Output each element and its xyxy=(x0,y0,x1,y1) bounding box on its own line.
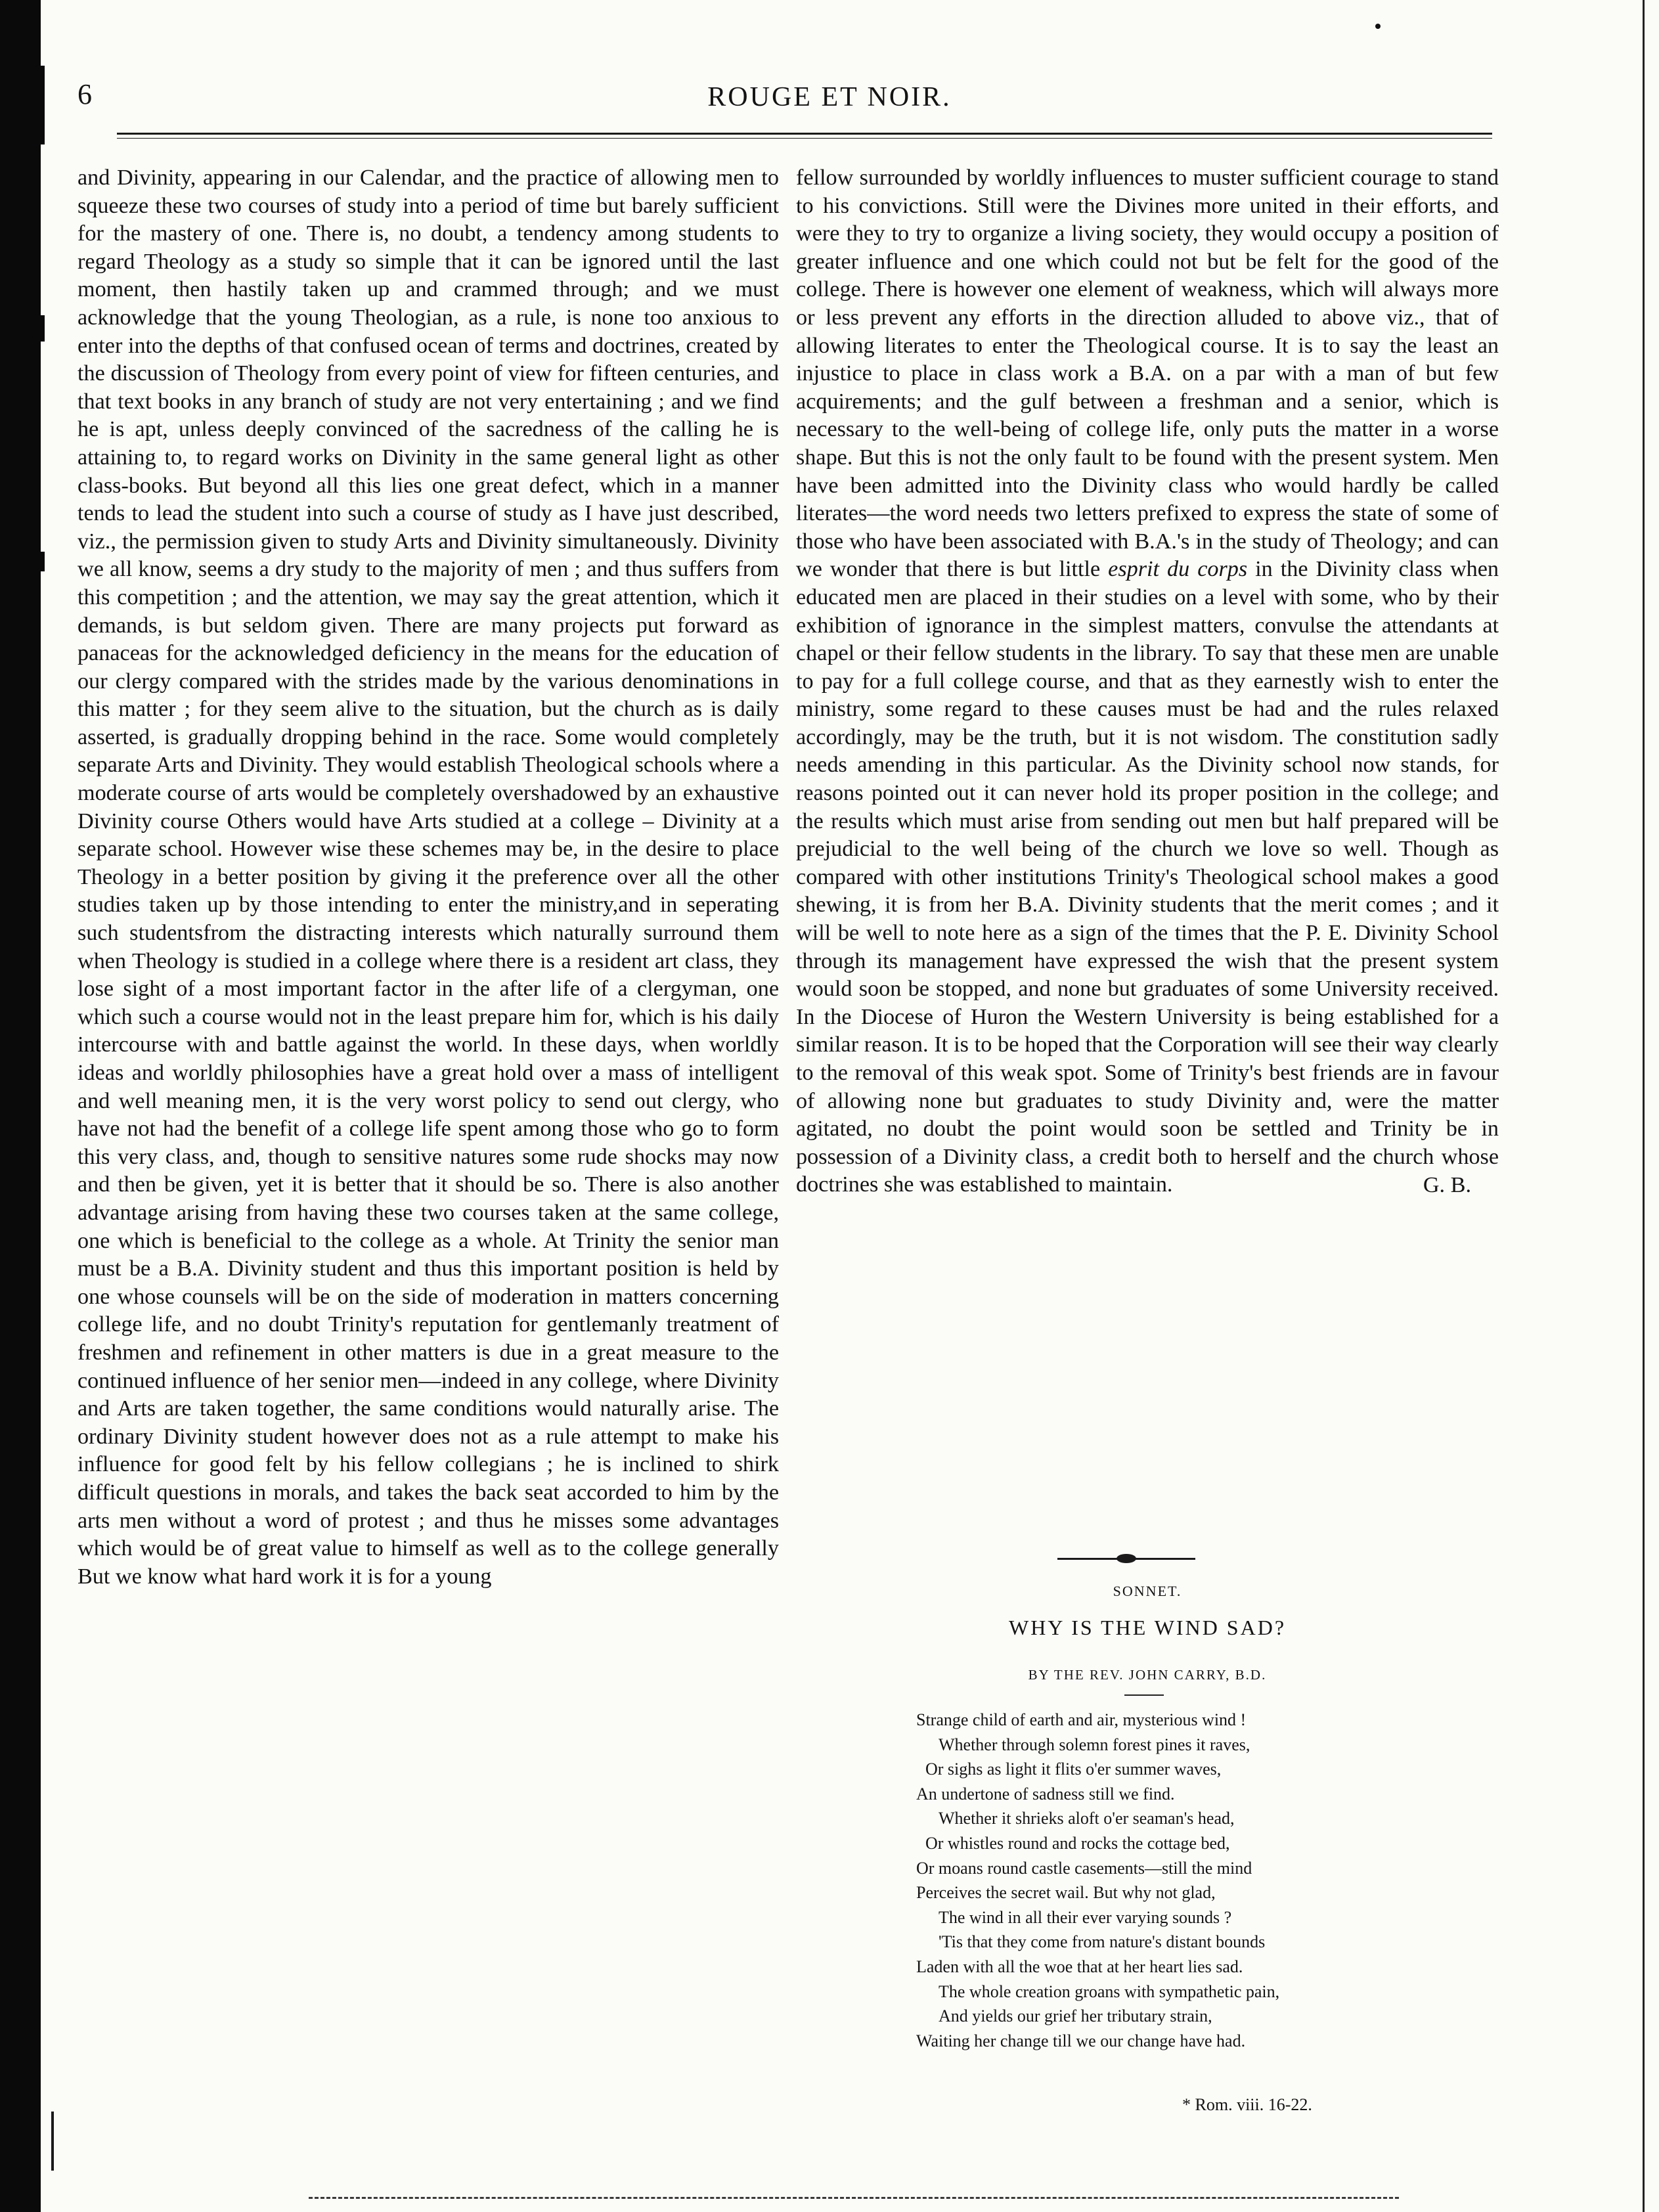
poem-line: The whole creation groans with sympathetic pain, xyxy=(939,1981,1280,2001)
poem-line: Laden with all the woe that at her heart lies sad. xyxy=(916,1957,1243,1976)
poem-body xyxy=(916,1708,1474,2053)
article-left-column xyxy=(77,164,779,1591)
poem-line: An undertone of sadness still we find. xyxy=(916,1784,1175,1803)
scan-speck xyxy=(1375,24,1381,29)
article-right-column xyxy=(796,164,1499,1200)
poem-line: Waiting her change till we our change have had. xyxy=(916,2031,1246,2050)
poem-line: Whether it shrieks aloft o'er seaman's head, xyxy=(939,1809,1235,1828)
bottom-rule xyxy=(309,2197,1399,2199)
scan-edge-mark xyxy=(38,315,45,342)
poem-title: WHY IS THE WIND SAD? xyxy=(1008,1616,1287,1639)
article-text-right-part1: fellow surrounded by worldly influences to muster sufficient courage to stand to his convictions. Still were the Divines more united in their efforts, and were they to try to organize a living society, they would occupy a position of greater influence and one which could not but be felt for the good of the college. There is however one element of weakness, which will always more or less prevent any efforts in the direction alluded to above viz., that of allowing literates to enter the Theological course. It is to say the least an injustice to place in class work a B.A. on a par with a man of but few acquirements; and the gulf between a freshman and a senior, which is necessary to the well-being of college life, only puts the matter in a worse shape. But this is not the only fault to be found with the present system. Men have been admitted into the Divinity class who would hardly be called literates—the word needs two letters prefixed to express the state of some of those who have been associated with B.A.'s in the study of Theology; and can we wonder that there is but little xyxy=(796,166,1499,582)
poem-kicker: SONNET. xyxy=(1113,1583,1182,1599)
poem-footnote: * Rom. viii. 16-22. xyxy=(1182,2095,1312,2114)
page-number: 6 xyxy=(77,78,92,110)
poem-line: Whether through solemn forest pines it raves, xyxy=(939,1735,1250,1754)
article-text-right-part2: in the Divinity class when educated men are placed in their studies on a level with some, who by their exhibition of ignorance in the simplest matters, convulse the attendants at chapel or their fellow students in the library. To say that these men are unable to pay for a full college course, and that as they earnestly wish to enter the ministry, some regard to these causes must be had and the rules relaxed accordingly, may be the truth, but it is not wisdom. The constitution sadly needs amending in this particular. As the Divinity school now stands, for reasons pointed out it can never hold its proper position in the college; and the results which must arise from sending out men but half prepared will be prejudicial to the well being of the church we love so well. Though as compared with other institutions Trinity's Theological school makes a good shewing, it is from her B.A. Divinity students that the merit comes ; and it will be well to note here as a sign of the times that the P. E. Divinity School through its management have expressed the wish that the present system would soon be stopped, and none but graduates of some University received. In the Diocese of Huron the Western University is being established for a similar reason. It is to be hoped that the Corporation will see their way clearly to the removal of this weak spot. Some of Trinity's best friends are in favour of allowing none but graduates to study Divinity and, were the matter agitated, no doubt the point would soon be settled and Trinity be in possession of a Divinity class, a credit both to herself and the church whose doctrines she was established to maintain. xyxy=(796,557,1499,1197)
poem-line: Perceives the secret wail. But why not glad, xyxy=(916,1883,1216,1903)
poem-line: Or moans round castle casements—still the mind xyxy=(916,1858,1252,1878)
poem-line: The wind in all their ever varying sounds ? xyxy=(939,1907,1232,1927)
article-text-right-italic: esprit du corps xyxy=(1108,557,1248,582)
poem-line: 'Tis that they come from nature's distant bounds xyxy=(939,1932,1266,1952)
scan-binding-edge xyxy=(0,0,41,2212)
article-text-right xyxy=(796,164,1499,1199)
scan-right-edge xyxy=(1643,0,1654,2212)
poem-byline: BY THE REV. JOHN CARRY, B.D. xyxy=(1028,1667,1267,1683)
article-signature: G. B. xyxy=(1423,1172,1471,1197)
running-title: ROUGE ET NOIR. xyxy=(707,82,952,112)
header-rule xyxy=(117,133,1492,135)
poem-line: Or whistles round and rocks the cottage bed, xyxy=(925,1833,1230,1853)
poem-line: And yields our grief her tributary strain, xyxy=(939,2006,1212,2026)
poem-line: Strange child of earth and air, mysterious wind ! xyxy=(916,1710,1247,1729)
scan-edge-mark xyxy=(38,552,45,571)
divider-center-ornament xyxy=(1117,1554,1136,1563)
article-text-left: and Divinity, appearing in our Calendar, and the practice of allowing men to squeeze these two courses of study into a period of time but barely sufficient for the mastery of one. There is, no doubt, a tendency among students to regard Theology as a study so simple that it can be ignored until the last moment, then hastily taken up and crammed through; and we must acknowledge that the young Theologian, as a rule, is none too anxious to enter into the depths of that confused ocean of terms and doctrines, created by the discussion of Theology from every point of view for fifteen centuries, and that text books in any branch of study are not very entertaining ; and we find he is apt, unless deeply convinced of the sacredness of the calling he is attaining to, to regard works on Divinity in the same general light as other class-books. But beyond all this lies one great defect, which in a manner tends to lead the student into such a course of study as I have just described, viz., the permission given to study Arts and Divinity simultaneously. Divinity we all know, seems a dry study to the majority of men ; and thus suffers from this competition ; and the attention, we may say the great attention, which it demands, is but seldom given. There are many projects put forward as panaceas for the acknowledged deficiency in the means for the education of our clergy compared with the strides made by the various denominations in this matter ; for they seem alive to the situation, but the church as is daily asserted, is gradually dropping behind in the race. Some would completely separate Arts and Divinity. They would establish Theological schools where a moderate course of arts would be completely overshadowed by an exhaustive Divinity course Others would have Arts studied at a college – Divinity at a separate school. However wise these schemes may be, in the desire to place Theology in a better position by giving it the preference over all the other studies taken up by those intending to enter the ministry,and in seperating such studentsfrom the distracting interests which naturally surround them when Theology is studied in a college where there is a resident art class, they lose sight of a most important factor in the after life of a clergyman, one which such a course would not in the least prepare him for, which is his daily intercourse with and battle against the world. In these days, when worldly ideas and worldly philosophies have a great hold over a mass of intelligent and well meaning men, it is the very worst policy to send out clergy, who have not had the benefit of a college life spent among those who go to form this very class, and, though to sensitive natures some rude shocks may now and then be given, yet it is better that it should be so. There is also another advantage arising from having these two courses taken at the same college, one which is beneficial to the college as a whole. At Trinity the senior man must be a B.A. Divinity student and thus this important position is held by one whose counsels will be on the side of moderation in matters concerning college life, and no doubt Trinity's reputation for gentlemanly treatment of freshmen and refinement in other matters is due in a great measure to the continued influence of her senior men—indeed in any college, where Divinity and Arts are taken together, the same conditions would naturally arise. The ordinary Divinity student however does not as a rule attempt to make his influence for good felt by his fellow collegians ; he is inclined to shirk difficult questions in morals, and takes the back seat accorded to him by the arts men without a word of protest ; and thus he misses some advantages which would be of great value to himself as well as to the college generally But we know what hard work it is for a young xyxy=(77,166,780,1589)
scan-bottom-mark xyxy=(51,2112,54,2171)
header-rule-secondary xyxy=(117,138,1492,139)
section-divider-ornament xyxy=(1057,1555,1195,1562)
poem-line: Or sighs as light it flits o'er summer waves, xyxy=(925,1759,1222,1779)
poem-byline-rule xyxy=(1124,1694,1164,1696)
